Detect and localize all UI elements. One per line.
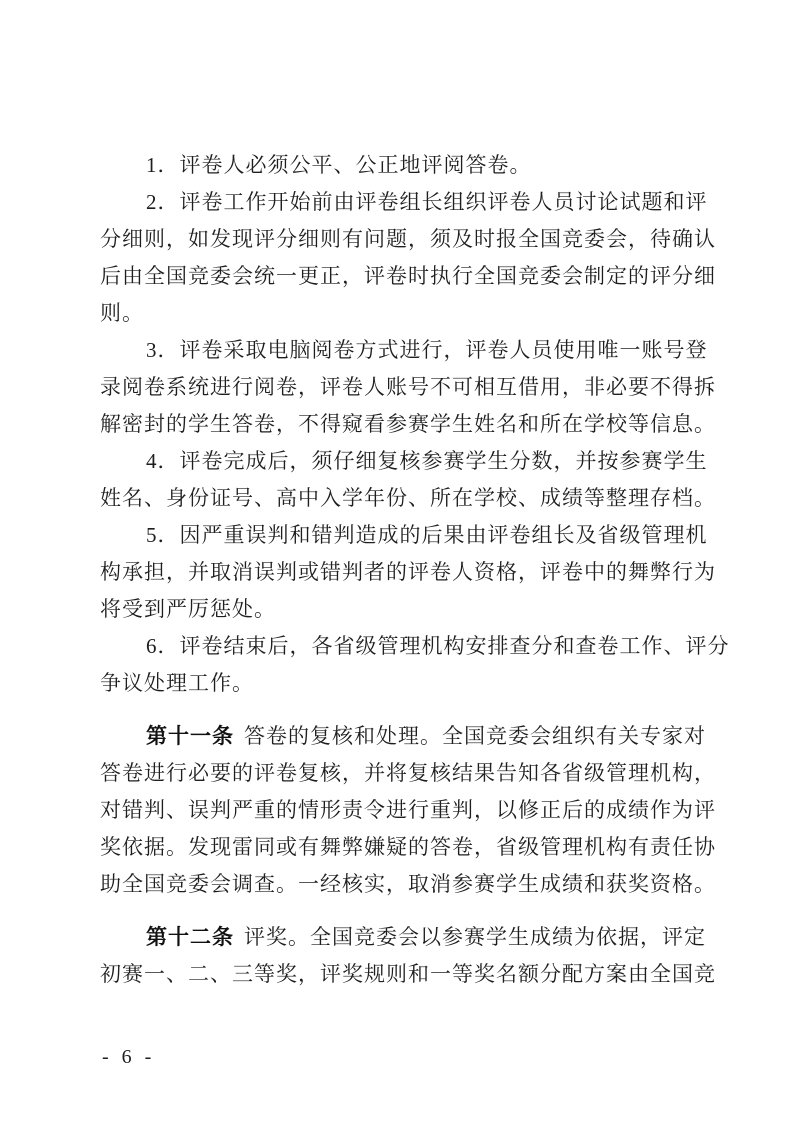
text-line: 6．评卷结束后，各省级管理机构安排查分和查卷工作、评分 — [146, 634, 730, 658]
text-line: 3．评卷采取电脑阅卷方式进行，评卷人员使用唯一账号登 — [146, 338, 708, 362]
text-line: 则。 — [100, 301, 144, 325]
article-12-term: 第十二条 — [146, 925, 234, 949]
text-line: 答卷进行必要的评卷复核，并将复核结果告知各省级管理机构， — [100, 761, 716, 785]
text-line: 分细则，如发现评分细则有问题，须及时报全国竞委会，待确认 — [100, 227, 716, 251]
text-line: 4．评卷完成后，须仔细复核参赛学生分数，并按参赛学生 — [146, 449, 708, 473]
numbered-item-1 — [100, 147, 698, 184]
article-12 — [100, 919, 716, 993]
text-line: 5．因严重误判和错判造成的后果由评卷组长及省级管理机 — [146, 523, 708, 547]
numbered-item-5 — [100, 517, 716, 628]
text-line: 2．评卷工作开始前由评卷组长组织评卷人员讨论试题和评 — [146, 190, 708, 214]
text-line: 录阅卷系统进行阅卷，评卷人账号不可相互借用，非必要不得拆 — [100, 375, 716, 399]
text-line: 争议处理工作。 — [100, 671, 254, 695]
numbered-item-4 — [100, 443, 716, 517]
page-number: - 6 - — [102, 1046, 156, 1068]
text-line: 构承担，并取消误判或错判者的评卷人资格，评卷中的舞弊行为 — [100, 560, 716, 584]
text-line: 奖依据。发现雷同或有舞弊嫌疑的答卷，省级管理机构有责任协 — [100, 835, 716, 859]
numbered-item-2 — [100, 184, 716, 332]
text-line — [100, 718, 706, 755]
article-12-lead-text: 评奖。全国竞委会以参赛学生成绩为依据，评定 — [244, 925, 706, 949]
text-line: 1．评卷人必须公平、公正地评阅答卷。 — [146, 153, 532, 177]
text-line: 姓名、身份证号、高中入学年份、所在学校、成绩等整理存档。 — [100, 486, 716, 510]
page-body-text — [100, 147, 730, 993]
article-11-term: 第十一条 — [146, 724, 234, 748]
article-11-lead-text: 答卷的复核和处理。全国竞委会组织有关专家对 — [244, 724, 706, 748]
text-line: 对错判、误判严重的情形责令进行重判，以修正后的成绩作为评 — [100, 798, 716, 822]
numbered-item-3 — [100, 332, 716, 443]
numbered-item-6 — [100, 628, 730, 702]
text-line — [100, 919, 706, 956]
text-line: 将受到严厉惩处。 — [100, 597, 276, 621]
text-line: 助全国竞委会调查。一经核实，取消参赛学生成绩和获奖资格。 — [100, 872, 716, 896]
text-line: 初赛一、二、三等奖，评奖规则和一等奖名额分配方案由全国竞 — [100, 962, 716, 986]
text-line: 后由全国竞委会统一更正，评卷时执行全国竞委会制定的评分细 — [100, 264, 716, 288]
text-line: 解密封的学生答卷，不得窥看参赛学生姓名和所在学校等信息。 — [100, 412, 716, 436]
article-11 — [100, 718, 716, 903]
